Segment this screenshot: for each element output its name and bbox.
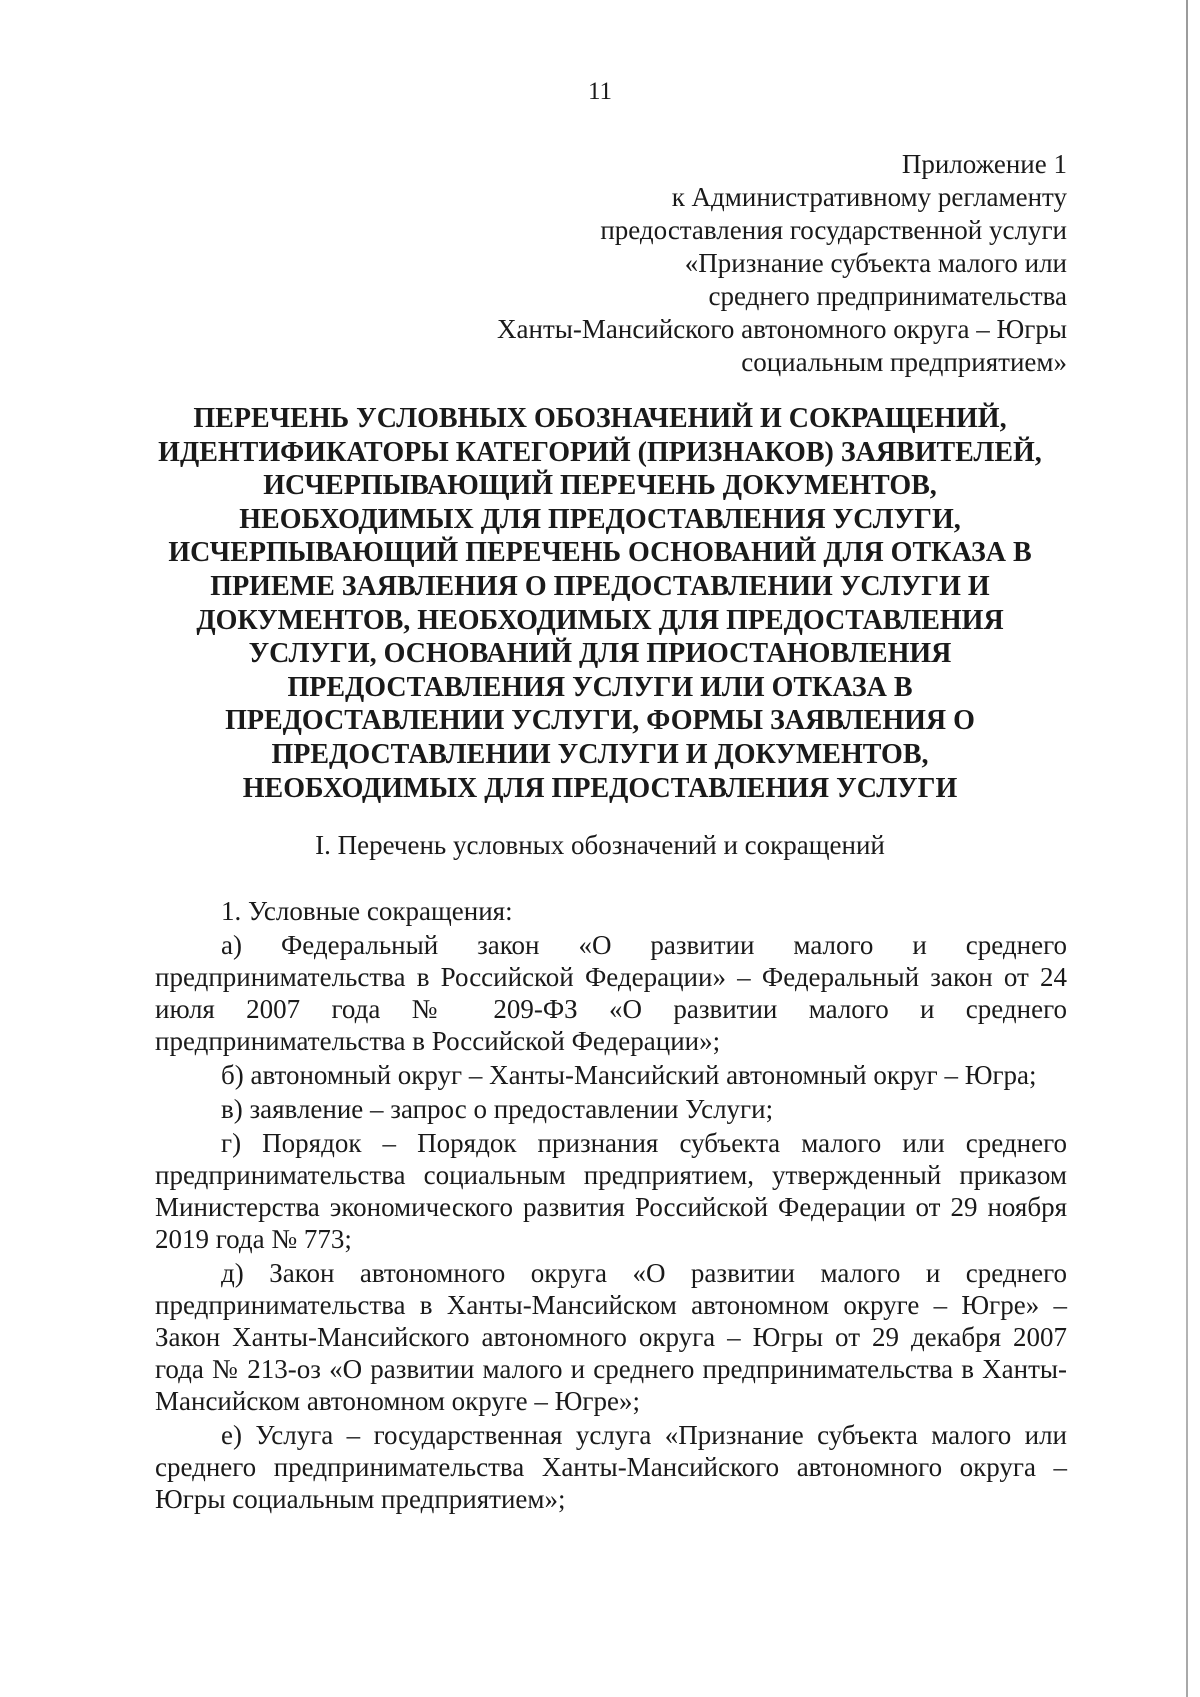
title-line: ИСЧЕРПЫВАЮЩИЙ ПЕРЕЧЕНЬ ОСНОВАНИЙ ДЛЯ ОТКАЗА В <box>168 537 1032 569</box>
paragraph-item-a: а) Федеральный закон «О развитии малого и среднего предпринимательства в Российской Федерации» – Федеральный закон от 24 июля 2007 года № 209-ФЗ «О развитии малого и среднего предпринимательства в Российской Федерации»; <box>155 930 1067 1056</box>
appendix-line: среднего предпринимательства <box>708 281 1067 311</box>
title-line: ПРЕДОСТАВЛЕНИИ УСЛУГИ И ДОКУМЕНТОВ, <box>271 738 929 770</box>
paragraph-item-b: б) автономный округ – Ханты-Мансийский автономный округ – Югра; <box>221 1060 1037 1090</box>
title-line: НЕОБХОДИМЫХ ДЛЯ ПРЕДОСТАВЛЕНИЯ УСЛУГИ, <box>239 503 961 535</box>
title-line: ПРЕДОСТАВЛЕНИЯ УСЛУГИ ИЛИ ОТКАЗА В <box>287 671 913 703</box>
title-line: ПРЕДОСТАВЛЕНИИ УСЛУГИ, ФОРМЫ ЗАЯВЛЕНИЯ О <box>225 705 975 737</box>
paragraph-item-g: г) Порядок – Порядок признания субъекта малого или среднего предпринимательства социальным предприятием, утвержденный приказом Министерства экономического развития Российской Федерации от 29 ноября 2019 года № 773; <box>155 1128 1067 1254</box>
title-line: ПЕРЕЧЕНЬ УСЛОВНЫХ ОБОЗНАЧЕНИЙ И СОКРАЩЕНИЙ, <box>193 403 1007 434</box>
title-line: ИДЕНТИФИКАТОРЫ КАТЕГОРИЙ (ПРИЗНАКОВ) ЗАЯВИТЕЛЕЙ, <box>158 436 1042 468</box>
appendix-line: социальным предприятием» <box>741 347 1067 377</box>
abbreviations-list <box>155 895 1067 1515</box>
title-line: ПРИЕМЕ ЗАЯВЛЕНИЯ О ПРЕДОСТАВЛЕНИИ УСЛУГИ И <box>210 570 990 602</box>
document-title <box>130 402 1070 805</box>
title-line: НЕОБХОДИМЫХ ДЛЯ ПРЕДОСТАВЛЕНИЯ УСЛУГИ <box>242 772 958 804</box>
paragraph-item-e: е) Услуга – государственная услуга «Признание субъекта малого или среднего предпринимательства Ханты-Мансийского автономного округа – Югры социальным предприятием»; <box>155 1420 1067 1514</box>
appendix-block <box>367 148 1067 379</box>
paragraph-conditional-abbreviations: 1. Условные сокращения: <box>221 896 513 926</box>
page-number: 11 <box>587 78 613 105</box>
appendix-line: предоставления государственной услуги <box>600 215 1067 245</box>
paragraph-item-d: д) Закон автономного округа «О развитии малого и среднего предпринимательства в Ханты-Мансийском автономном округе – Югре» – Закон Ханты-Мансийского автономного округа – Югры от 29 декабря 2007 года № 213-оз «О развитии малого и среднего предпринимательства в Ханты-Мансийском автономном округе – Югре»; <box>155 1258 1067 1416</box>
appendix-line: к Административному регламенту <box>671 182 1067 212</box>
section-heading: I. Перечень условных обозначений и сокращений <box>315 830 885 860</box>
appendix-line: Приложение 1 <box>901 149 1067 179</box>
appendix-line: «Признание субъекта малого или <box>684 248 1067 278</box>
title-line: ДОКУМЕНТОВ, НЕОБХОДИМЫХ ДЛЯ ПРЕДОСТАВЛЕНИЯ <box>196 604 1004 636</box>
paragraph-item-v: в) заявление – запрос о предоставлении Услуги; <box>221 1094 774 1124</box>
title-line: УСЛУГИ, ОСНОВАНИЙ ДЛЯ ПРИОСТАНОВЛЕНИЯ <box>248 638 952 670</box>
title-line: ИСЧЕРПЫВАЮЩИЙ ПЕРЕЧЕНЬ ДОКУМЕНТОВ, <box>263 470 937 502</box>
appendix-line: Ханты-Мансийского автономного округа – Югры <box>497 314 1067 344</box>
